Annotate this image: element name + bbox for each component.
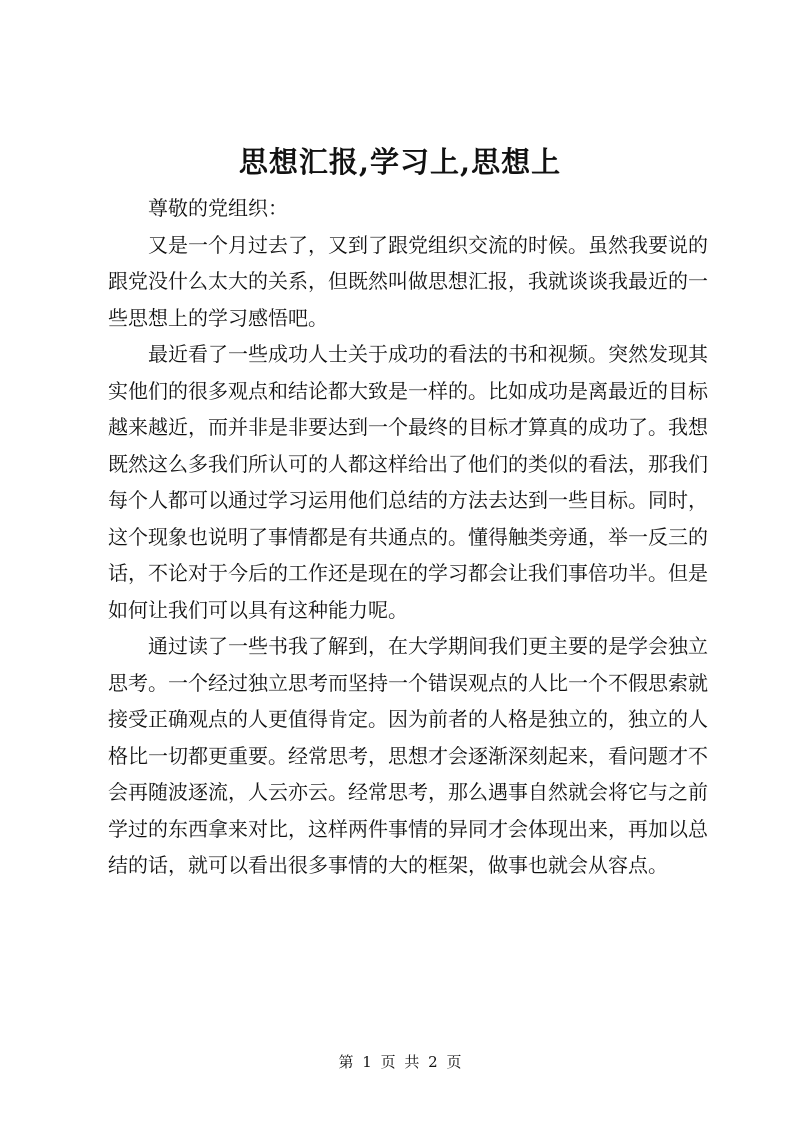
paragraph-1: 又是一个月过去了，又到了跟党组织交流的时候。虽然我要说的跟党没什么太大的关系，但既然叫做思想汇报，我就谈谈我最近的一些思想上的学习感悟吧。 [108, 232, 708, 330]
paragraph-2: 最近看了一些成功人士关于成功的看法的书和视频。突然发现其实他们的很多观点和结论都大致是一样的。比如成功是离最近的目标越来越近，而并非是非要达到一个最终的目标才算真的成功了。我想既然这么多我们所认可的人都这样给出了他们的类似的看法，那我们每个人都可以通过学习运用他们总结的方法去达到一些目标。同时，这个现象也说明了事情都是有共通点的。懂得触类旁通，举一反三的话，不论对于今后的工作还是现在的学习都会让我们事倍功半。但是如何让我们可以具有这种能力呢。 [108, 342, 708, 622]
document-body [108, 190, 708, 884]
page-footer: 第 1 页 共 2 页 [338, 1053, 462, 1071]
paragraph-3: 通过读了一些书我了解到，在大学期间我们更主要的是学会独立思考。一个经过独立思考而坚持一个错误观点的人比一个不假思索就接受正确观点的人更值得肯定。因为前者的人格是独立的，独立的人格比一切都更重要。经常思考，思想才会逐渐深刻起来，看问题才不会再随波逐流，人云亦云。经常思考，那么遇事自然就会将它与之前学过的东西拿来对比，这样两件事情的异同才会体现出来，再加以总结的话，就可以看出很多事情的大的框架，做事也就会从容点。 [108, 634, 708, 877]
document-title: 思想汇报,学习上,思想上 [238, 145, 562, 179]
greeting: 尊敬的党组织： [148, 196, 288, 220]
